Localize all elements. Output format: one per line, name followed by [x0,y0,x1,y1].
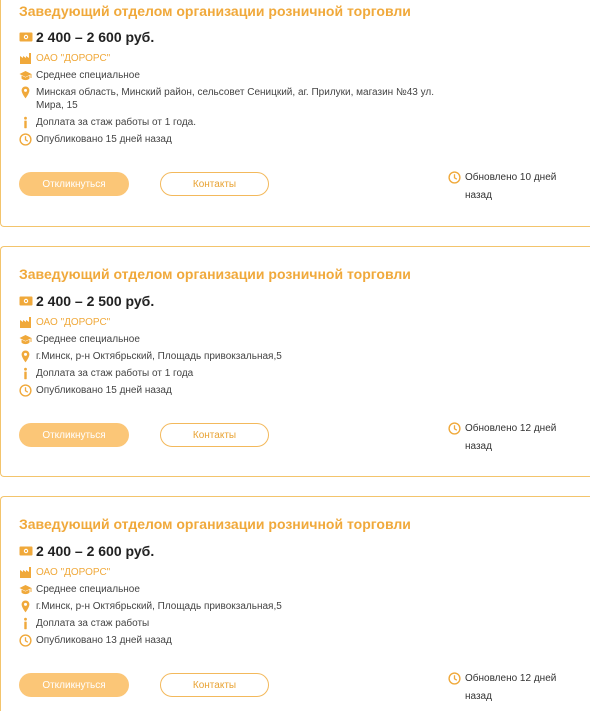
salary-value: 2 400 – 2 600 руб. [36,29,155,45]
company-link[interactable]: ОАО "ДОРОРС" [36,567,111,578]
bonus-row [19,367,439,380]
vacancy-title[interactable]: Заведующий отделом организации розничной торговли [19,3,411,19]
published-text: Опубликовано 15 дней назад [36,134,172,145]
education-row [19,69,439,82]
location-pin-icon [19,86,32,99]
updated-text: Обновлено 10 дней назад [465,172,557,201]
bonus-row [19,617,439,630]
published-row [19,133,439,146]
education-text: Среднее специальное [36,584,140,595]
money-icon [19,30,33,44]
clock-icon [448,171,461,184]
bonus-text: Доплата за стаж работы [36,618,150,629]
graduation-cap-icon [19,583,32,596]
clock-icon [19,133,32,146]
vacancy-card [0,496,590,711]
vacancy-details [19,52,439,150]
education-text: Среднее специальное [36,70,140,81]
factory-icon [19,52,32,65]
factory-icon [19,316,32,329]
vacancy-title[interactable]: Заведующий отделом организации розничной торговли [19,266,411,282]
clock-icon [19,384,32,397]
info-icon [19,617,32,630]
published-row [19,634,439,647]
clock-icon [19,634,32,647]
money-icon [19,294,33,308]
published-text: Опубликовано 15 дней назад [36,385,172,396]
bonus-text: Доплата за стаж работы от 1 года [36,368,194,379]
education-row [19,333,439,346]
vacancy-title[interactable]: Заведующий отделом организации розничной торговли [19,516,411,532]
company-link[interactable]: ОАО "ДОРОРС" [36,53,111,64]
updated-info [448,670,573,706]
education-row [19,583,439,596]
address-row [19,86,439,112]
updated-info [448,169,573,205]
bonus-text: Доплата за стаж работы от 1 года. [36,117,196,128]
contacts-button[interactable]: Контакты [160,423,269,447]
address-row [19,350,439,363]
salary [19,29,154,45]
bonus-row [19,116,439,129]
address-text: Минская область, Минский район, сельсовет Сеницкий, аг. Прилуки, магазин №43 ул. Мира, 15 [36,87,434,111]
address-text: г.Минск, р-н Октябрьский, Площадь привокзальная,5 [36,601,282,612]
factory-icon [19,566,32,579]
vacancy-details [19,316,439,401]
education-text: Среднее специальное [36,334,140,345]
salary [19,543,154,559]
salary-value: 2 400 – 2 500 руб. [36,293,155,309]
vacancy-details [19,566,439,651]
salary [19,293,154,309]
clock-icon [448,672,461,685]
apply-button[interactable]: Откликнуться [19,172,129,196]
info-icon [19,116,32,129]
apply-button[interactable]: Откликнуться [19,423,129,447]
graduation-cap-icon [19,333,32,346]
company-link[interactable]: ОАО "ДОРОРС" [36,317,111,328]
updated-text: Обновлено 12 дней назад [465,673,557,702]
published-text: Опубликовано 13 дней назад [36,635,172,646]
company-row [19,566,439,579]
vacancy-card [0,246,590,477]
graduation-cap-icon [19,69,32,82]
salary-value: 2 400 – 2 600 руб. [36,543,155,559]
clock-icon [448,422,461,435]
money-icon [19,544,33,558]
contacts-button[interactable]: Контакты [160,172,269,196]
vacancy-card [0,0,590,227]
contacts-button[interactable]: Контакты [160,673,269,697]
company-row [19,52,439,65]
company-row [19,316,439,329]
updated-text: Обновлено 12 дней назад [465,423,557,452]
published-row [19,384,439,397]
updated-info [448,420,573,456]
location-pin-icon [19,350,32,363]
address-text: г.Минск, р-н Октябрьский, Площадь привокзальная,5 [36,351,282,362]
apply-button[interactable]: Откликнуться [19,673,129,697]
info-icon [19,367,32,380]
address-row [19,600,439,613]
location-pin-icon [19,600,32,613]
